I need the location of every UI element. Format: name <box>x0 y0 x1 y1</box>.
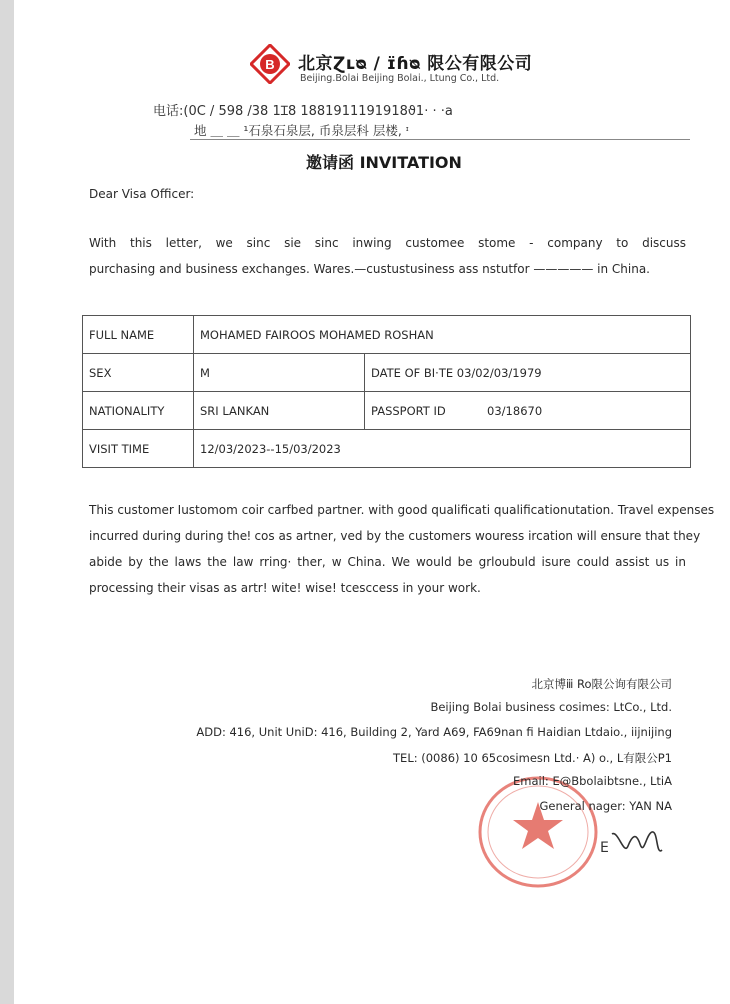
signature-address: ADD: 416, Unit UniD: 416, Building 2, Yard A69, FA69nan fi Haidian Ltdaio., iijnijing <box>196 725 672 739</box>
table-row <box>83 430 691 468</box>
table-value: MOHAMED FAIROOS MOHAMED ROSHAN <box>194 316 691 354</box>
paragraph-line: processing their visas as artr! wite! wise! tcesccess in your work. <box>89 581 481 595</box>
applicant-info-table <box>82 315 691 468</box>
table-row <box>83 392 691 430</box>
salutation: Dear Visa Officer: <box>89 187 195 201</box>
intro-paragraph <box>89 230 686 282</box>
page-title: 邀请函 INVITATION <box>306 153 462 172</box>
paragraph-line: purchasing and business exchanges. Wares.—custustusiness ass nstutfor ————— in China. <box>89 262 650 276</box>
body-paragraph <box>89 497 715 601</box>
signature-company-en: Beijing Bolai business cosimes: LtCo., Ltd. <box>430 700 672 714</box>
signature-email: Email: E@Bbolaibtsne., LtiA <box>513 774 672 788</box>
signature-text: E <box>600 840 609 856</box>
table-label: NATIONALITY <box>83 392 194 430</box>
table-row <box>83 354 691 392</box>
table-cell-pair <box>365 392 691 430</box>
table-value: 03/02/03/1979 <box>456 365 542 380</box>
company-logo-icon <box>250 44 290 84</box>
document-page <box>14 0 730 1004</box>
company-name-cn: 北京Ɀʟᴓ / ɪ̈ɦᴓ 限公有限公司 <box>298 54 533 74</box>
signature-telephone: TEL: (0086) 10 65cosimesn Ltd.· A) o., L有限公P1 <box>393 751 672 765</box>
handwritten-signature <box>598 826 668 862</box>
signature-manager: General nager: YAN NA <box>539 799 672 813</box>
table-label: FULL NAME <box>83 316 194 354</box>
table-value: 12/03/2023--15/03/2023 <box>194 430 691 468</box>
header-phone-line: 电话:(0С / 598 /38 1Ɪ8 1881911191918ϑ1· · ·a <box>153 104 453 119</box>
table-cell-pair <box>365 354 691 392</box>
table-label: DATE OF BI·TE <box>371 365 454 380</box>
company-name-en: Beijing.Bolai Beijing Bolai., Ltung Co., Ltd. <box>300 73 500 84</box>
svg-text:B: B <box>265 57 275 72</box>
table-label: PASSPORT ID <box>371 403 446 418</box>
table-label: VISIT TIME <box>83 430 194 468</box>
table-value: M <box>194 354 365 392</box>
table-label: SEX <box>83 354 194 392</box>
header-divider <box>190 139 690 140</box>
table-value: SRI LANKAN <box>194 392 365 430</box>
table-row <box>83 316 691 354</box>
header-address-line: 地 ＿ ＿ ¹石泉石泉层, 币泉层科 层楼, ᶦ <box>194 123 410 138</box>
paragraph-line: With this letter, we sinc sie sinc inwing customee stome - company to discuss <box>89 236 686 250</box>
company-seal-icon <box>472 770 612 890</box>
table-value: 03/18670 <box>487 403 543 418</box>
paragraph-line: incurred during during theǃ cos as artner, ved by the customers wouress ircation will ensure that they <box>89 529 701 543</box>
paragraph-line: This customer Iustomom coir carfbed partner. with good qualificati qualificationutation. Travel expenses <box>89 503 715 517</box>
paragraph-line: abide by the laws the law rring· ther, w China. We would be grloubuld isure could assist us in <box>89 555 686 569</box>
signature-company-cn: 北京博ⅲ Ro限公询有限公司 <box>531 677 672 691</box>
